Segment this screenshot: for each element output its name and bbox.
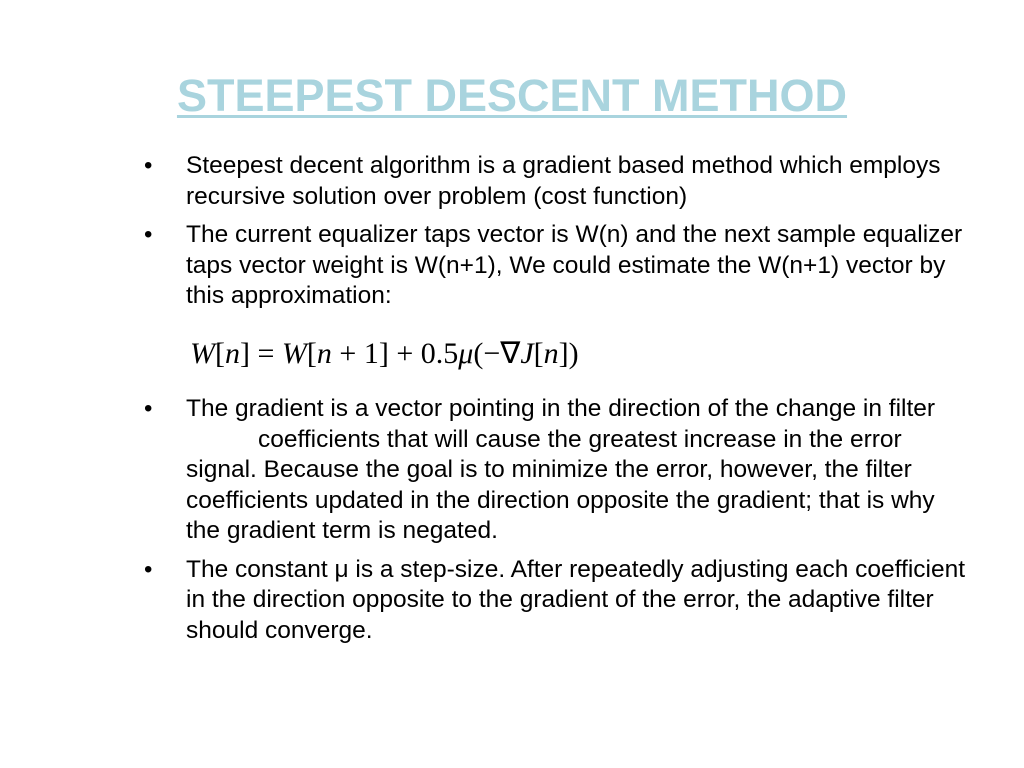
eq-n1: n xyxy=(225,337,240,370)
bullet-dot: • xyxy=(144,152,153,179)
bullet-text-3b: coefficients that will cause the greatest increase in the error signal. Because the goal is to minimize the error, however, the filter coefficients updated in the direction opposite the gradient; that is why the gradient term is negated. xyxy=(186,425,935,544)
eq-br1: [ xyxy=(215,337,225,370)
bullet-list-bottom xyxy=(140,394,970,654)
eq-equals: = xyxy=(250,337,282,370)
bullet-dot: • xyxy=(144,221,153,248)
update-equation xyxy=(190,336,579,372)
eq-w2: W xyxy=(281,337,307,370)
eq-end: ]) xyxy=(558,337,579,370)
eq-br2: ] xyxy=(240,337,250,370)
slide-title-text: STEEPEST DESCENT METHOD xyxy=(176,70,848,121)
eq-br4: [ xyxy=(533,337,544,370)
bullet-text-2: The current equalizer taps vector is W(n) and the next sample equalizer taps vector weight is W(n+1), We could estimate the W(n+1) vector by this approximation: xyxy=(186,221,963,309)
slide-title xyxy=(0,68,1024,124)
bullet-item-3 xyxy=(140,394,970,547)
eq-n2: n xyxy=(316,337,332,370)
bullet-text-1: Steepest decent algorithm is a gradient based method which employs recursive solution over problem (cost function) xyxy=(186,152,941,210)
eq-plus1: + 1] xyxy=(331,337,389,370)
eq-n3: n xyxy=(543,337,559,370)
bullet-dot: • xyxy=(144,395,153,422)
bullet-item-1 xyxy=(140,151,970,212)
bullet-dot: • xyxy=(144,555,153,583)
bullet-list-top xyxy=(140,151,970,320)
eq-mu: μ xyxy=(458,337,474,370)
eq-j: J xyxy=(520,337,534,370)
bullet-item-4 xyxy=(140,555,970,647)
eq-plus2: + 0.5 xyxy=(388,337,459,370)
eq-w1: W xyxy=(190,337,215,370)
bullet-text-4: The constant μ is a step-size. After repeatedly adjusting each coefficient in the direction opposite to the gradient of the error, the adaptive filter should converge. xyxy=(186,555,966,644)
eq-paren-open: (−∇ xyxy=(473,337,521,370)
bullet-item-2 xyxy=(140,220,970,312)
bullet-text-3a: The gradient is a vector pointing in the direction of the change in filter xyxy=(186,395,936,422)
eq-br3: [ xyxy=(306,337,317,370)
